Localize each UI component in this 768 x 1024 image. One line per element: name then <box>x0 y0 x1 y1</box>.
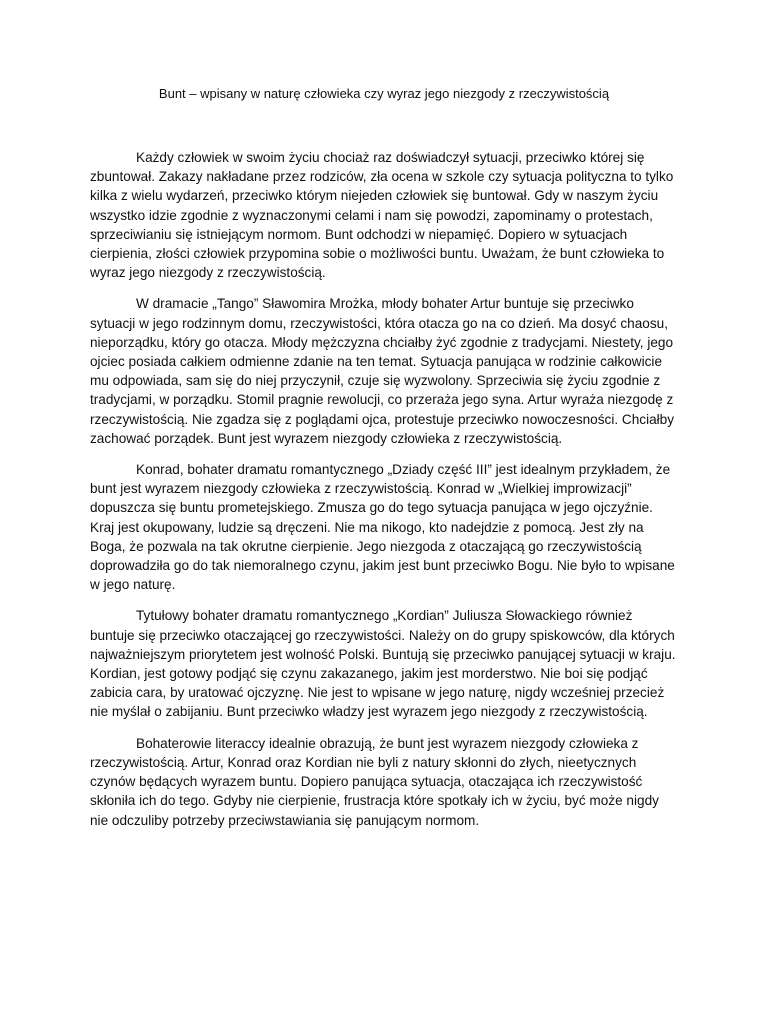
paragraph-3: Konrad, bohater dramatu romantycznego „Dziady część III” jest idealnym przykładem, że bunt jest wyrazem niezgody człowieka z rzeczywistością. Konrad w „Wielkiej improwizacji” dopuszcza się buntu prometejskiego. Zmusza go do tego sytuacja panująca w jego ojczyźnie. Kraj jest okupowany, ludzie są dręczeni. Nie ma nikogo, kto nadejdzie z pomocą. Jest zły na Boga, że pozwala na tak okrutne cierpienie. Jego niezgoda z otaczającą go rzeczywistością doprowadziła go do tak niemoralnego czynu, jakim jest bunt przeciwko Bogu. Nie było to wpisane w jego naturę. <box>90 462 675 593</box>
paragraph-1: Każdy człowiek w swoim życiu chociaż raz doświadczył sytuacji, przeciwko której się zbuntował. Zakazy nakładane przez rodziców, zła ocena w szkole czy sytuacja polityczna to tylko kilka z wielu wydarzeń, przeciwko którym niejeden człowiek się buntował. Gdy w naszym życiu wszystko idzie zgodnie z wyznaczonymi celami i nam się powodzi, zapominamy o protestach, sprzeciwianiu się istniejącym normom. Bunt odchodzi w niepamięć. Dopiero w sytuacjach cierpienia, złości człowiek przypomina sobie o możliwości buntu. Uważam, że bunt człowieka to wyraz jego niezgody z rzeczywistością. <box>90 150 674 281</box>
paragraph-2: W dramacie „Tango” Sławomira Mrożka, młody bohater Artur buntuje się przeciwko sytuacji w jego rodzinnym domu, rzeczywistości, która otacza go na co dzień. Ma dosyć chaosu, nieporządku, który go otacza. Młody mężczyzna chciałby żyć zgodnie z tradycjami. Niestety, jego ojciec posiada całkiem odmienne zdanie na ten temat. Sytuacja panująca w rodzinie całkowicie mu odpowiada, sam się do niej przyczynił, czuje się wyzwolony. Sprzeciwia się życiu zgodnie z tradycjami, w porządku. Stomil pragnie rewolucji, co przeraża jego syna. Artur wyraża niezgodę z rzeczywistością. Nie zgadza się z poglądami ojca, protestuje przeciwko nowoczesności. Chciałby zachować porządek. Bunt jest wyrazem niezgody człowieka z rzeczywistością. <box>90 296 675 446</box>
document-body <box>90 148 678 842</box>
paragraph-5: Bohaterowie literaccy idealnie obrazują, że bunt jest wyrazem niezgody człowieka z rzeczywistością. Artur, Konrad oraz Kordian nie byli z natury skłonni do złych, nieetycznych czynów będących wyrazem buntu. Dopiero panująca sytuacja, otaczająca ich rzeczywistość skłoniła ich do tego. Gdyby nie cierpienie, frustracja które spotkały ich w życiu, być może nigdy nie odczuliby potrzeby przeciwstawiania się panującym normom. <box>90 735 659 828</box>
document-title: Bunt – wpisany w naturę człowieka czy wyraz jego niezgody z rzeczywistością <box>158 86 610 101</box>
paragraph-4: Tytułowy bohater dramatu romantycznego „Kordian” Juliusza Słowackiego również buntuje się przeciwko otaczającej go rzeczywistości. Należy on do grupy spiskowców, dla których najważniejszym priorytetem jest wolność Polski. Buntują się przeciwko panującej sytuacji w kraju. Kordian, jest gotowy podjąć się czynu zakazanego, jakim jest morderstwo. Nie boi się podjąć zabicia cara, by uratować ojczyznę. Nie jest to wpisane w jego naturę, nigdy wcześniej przecież nie myślał o zabijaniu. Bunt przeciwko władzy jest wyrazem jego niezgody z rzeczywistością. <box>90 608 676 720</box>
